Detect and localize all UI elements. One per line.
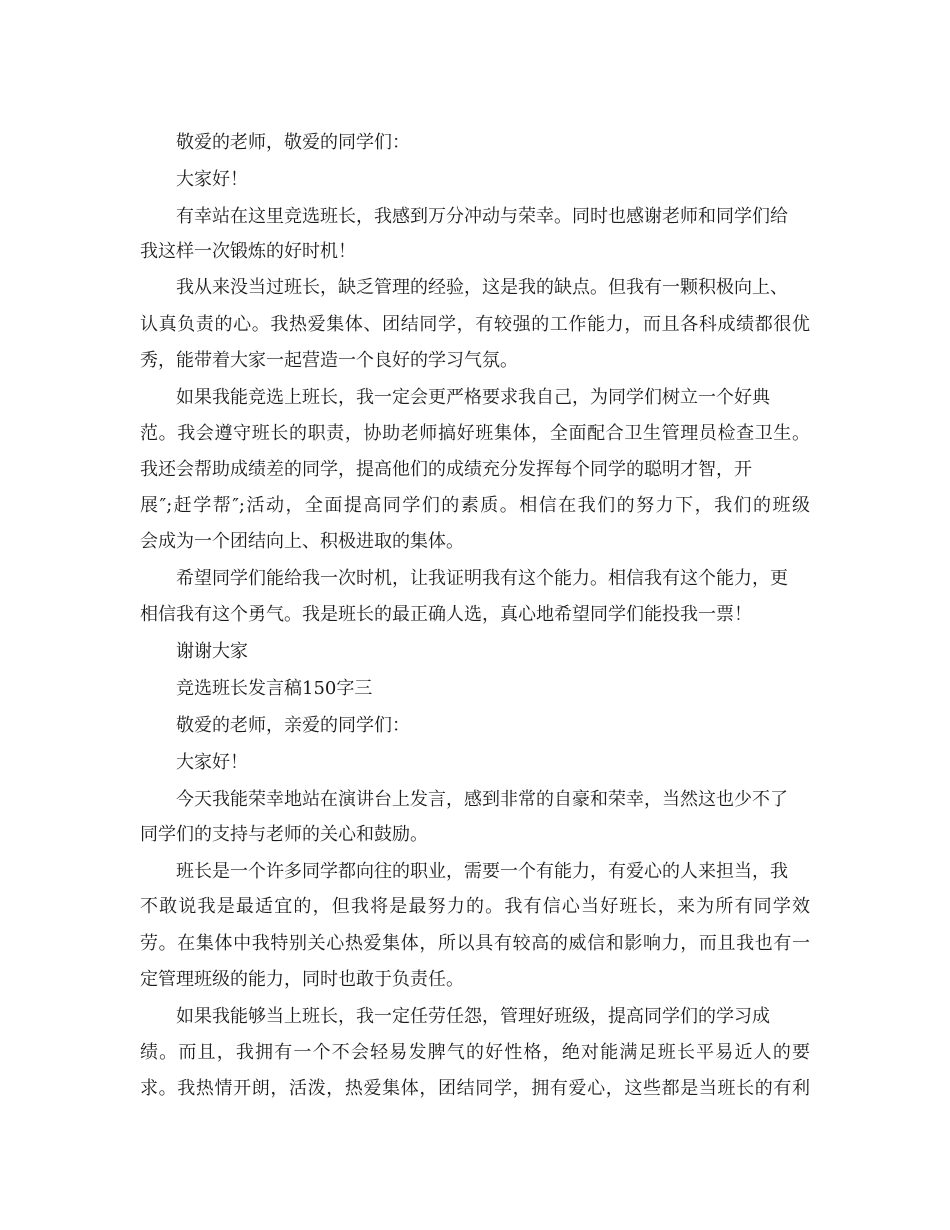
paragraph-line: 相信我有这个勇气。我是班长的最正确人选，真心地希望同学们能投我一票！ — [140, 604, 752, 625]
paragraph-line: 希望同学们能给我一次时机，让我证明我有这个能力。相信我有这个能力，更 — [176, 568, 788, 589]
paragraph-line: 定管理班级的能力，同时也敢于负责任。 — [140, 969, 464, 990]
paragraph-line: 我这样一次锻炼的好时机！ — [140, 241, 356, 262]
paragraph-line: 秀，能带着大家一起营造一个良好的学习气氛。 — [140, 350, 518, 371]
paragraph-line: 会成为一个团结向上、积极进取的集体。 — [140, 531, 464, 552]
paragraph-line: 有幸站在这里竞选班长，我感到万分冲动与荣幸。同时也感谢老师和同学们给 — [176, 206, 788, 227]
closing-line: 谢谢大家 — [176, 641, 248, 662]
greeting-2: 大家好！ — [176, 752, 248, 773]
paragraph-line: 我从来没当过班长，缺乏管理的经验，这是我的缺点。但我有一颗积极向上、 — [176, 277, 788, 298]
paragraph-line: 劳。在集体中我特别关心热爱集体，所以具有较高的威信和影响力，而且我也有一 — [140, 933, 810, 954]
paragraph-line: 绩。而且，我拥有一个不会轻易发脾气的好性格，绝对能满足班长平易近人的要 — [140, 1042, 810, 1063]
paragraph-line: 如果我能够当上班长，我一定任劳任怨，管理好班级，提高同学们的学习成 — [176, 1006, 770, 1027]
salutation-2: 敬爱的老师，亲爱的同学们： — [176, 715, 410, 736]
paragraph-line: 我还会帮助成绩差的同学，提高他们的成绩充分发挥每个同学的聪明才智，开 — [140, 459, 752, 480]
paragraph-line: 不敢说我是最适宜的，但我将是最努力的。我有信心当好班长，来为所有同学效 — [140, 896, 810, 917]
salutation-1: 敬爱的老师，敬爱的同学们： — [176, 132, 410, 153]
paragraph-line: 求。我热情开朗，活泼，热爱集体，团结同学，拥有爱心，这些都是当班长的有利 — [140, 1078, 810, 1099]
paragraph-line: 展″;赶学帮″;活动，全面提高同学们的素质。相信在我们的努力下，我们的班级 — [140, 495, 810, 516]
paragraph-line: 今天我能荣幸地站在演讲台上发言，感到非常的自豪和荣幸，当然这也少不了 — [176, 789, 788, 810]
paragraph-line: 范。我会遵守班长的职责，协助老师搞好班集体，全面配合卫生管理员检查卫生。 — [140, 423, 810, 444]
greeting-1: 大家好！ — [176, 169, 248, 190]
paragraph-line: 班长是一个许多同学都向往的职业，需要一个有能力，有爱心的人来担当，我 — [176, 861, 788, 882]
paragraph-line: 如果我能竞选上班长，我一定会更严格要求我自己，为同学们树立一个好典 — [176, 387, 770, 408]
section-heading: 竞选班长发言稿150字三 — [176, 678, 373, 699]
paragraph-line: 认真负责的心。我热爱集体、团结同学，有较强的工作能力，而且各科成绩都很优 — [140, 314, 810, 335]
paragraph-line: 同学们的支持与老师的关心和鼓励。 — [140, 824, 428, 845]
